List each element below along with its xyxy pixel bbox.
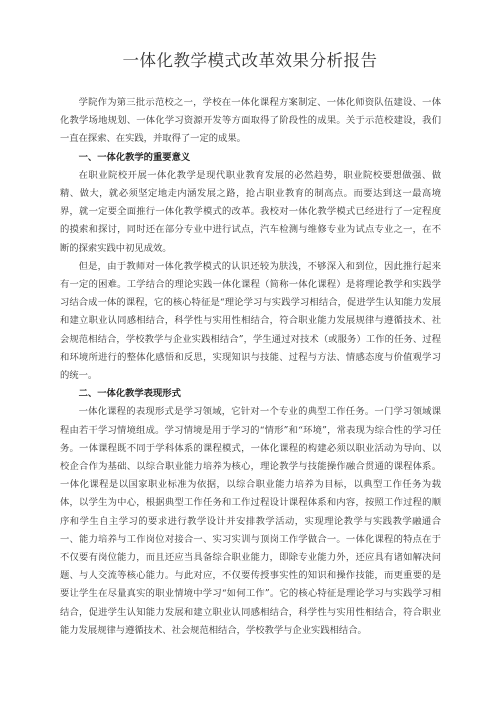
body-paragraph: 但是，由于教师对一体化教学模式的认识还较为肤浅，不够深入和到位，因此推行起来有一定的困难。工学结合的理论实践一体化课程（简称一体化课程）是将理论教学和实践学习结合成一体的课程，它的核心特征是“理论学习与实践学习相结合，促进学生认知能力发展和建立职业认同感相结合，科学性与实用性相结合，符合职业能力发展规律与遵循技术、社会规范相结合，学校教学与企业实践相结合”，学生通过对技术（或服务）工作的任务、过程和环境所进行的整体化感悟和反思，实现知识与技能、过程与方法、情感态度与价值观学习的统一。 — [60, 260, 441, 382]
section-heading-forms: 二、一体化教学表现形式 — [78, 388, 181, 400]
body-paragraph: 在职业院校开展一体化教学是现代职业教育发展的必然趋势，职业院校要想做强、做精、做大，就必须坚定地走内涵发展之路，抢占职业教育的制高点。而要达到这一最高境界，就一定要全面推行一体化教学模式的改革。我校对一体化教学模式已经进行了一定程度的摸索和探讨，同时还在部分专业中进行试点，汽车检测与维修专业为试点专业之一，在不断的探索实践中初见成效。 — [60, 169, 441, 254]
intro-paragraph: 学院作为第三批示范校之一，学校在一体化课程方案制定、一体化师资队伍建设、一体化教学场地规划、一体化学习资源开发等方面取得了阶段性的成果。关于示范校建设，我们一直在探索、在实践，并取得了一定的成果。 — [60, 97, 441, 145]
section-heading-significance: 一、一体化教学的重要意义 — [78, 151, 191, 163]
document-body — [60, 94, 441, 640]
document-title: 一体化教学模式改革效果分析报告 — [122, 51, 378, 70]
body-paragraph: 一体化课程的表现形式是学习领域，它针对一个专业的典型工作任务。一门学习领域课程由若干学习情境组成。学习情境是用于学习的“情形”和“环境”，常表现为综合性的学习任务。一体课程既不同于学科体系的课程模式，一体化课程的构建必须以职业活动为导向、以校企合作为基础、以综合职业能力培养为核心，理论教学与技能操作融合贯通的课程体系。一体化课程是以国家职业标准为依据，以综合职业能力培养为目标，以典型工作任务为载体，以学生为中心，根据典型工作任务和工作过程设计课程体系和内容，按照工作过程的顺序和学生自主学习的要求进行教学设计并安排教学活动，实现理论教学与实践教学融通合一、能力培养与工作岗位对接合一、实习实训与顶岗工作学做合一。一体化课程的特点在于不仅要有岗位能力，而且还应当具备综合职业能力，即除专业能力外，还应具有诸如解决问题、与人交流等核心能力。与此对应，不仅要传授事实性的知识和操作技能，而更重要的是要让学生在尽量真实的职业情境中学习“如何工作”。它的核心特征是理论学习与实践学习相结合，促进学生认知能力发展和建立职业认同感相结合，科学性与实用性相结合，符合职业能力发展规律与遵循技术、社会规范相结合，学校教学与企业实践相结合。 — [60, 406, 441, 636]
